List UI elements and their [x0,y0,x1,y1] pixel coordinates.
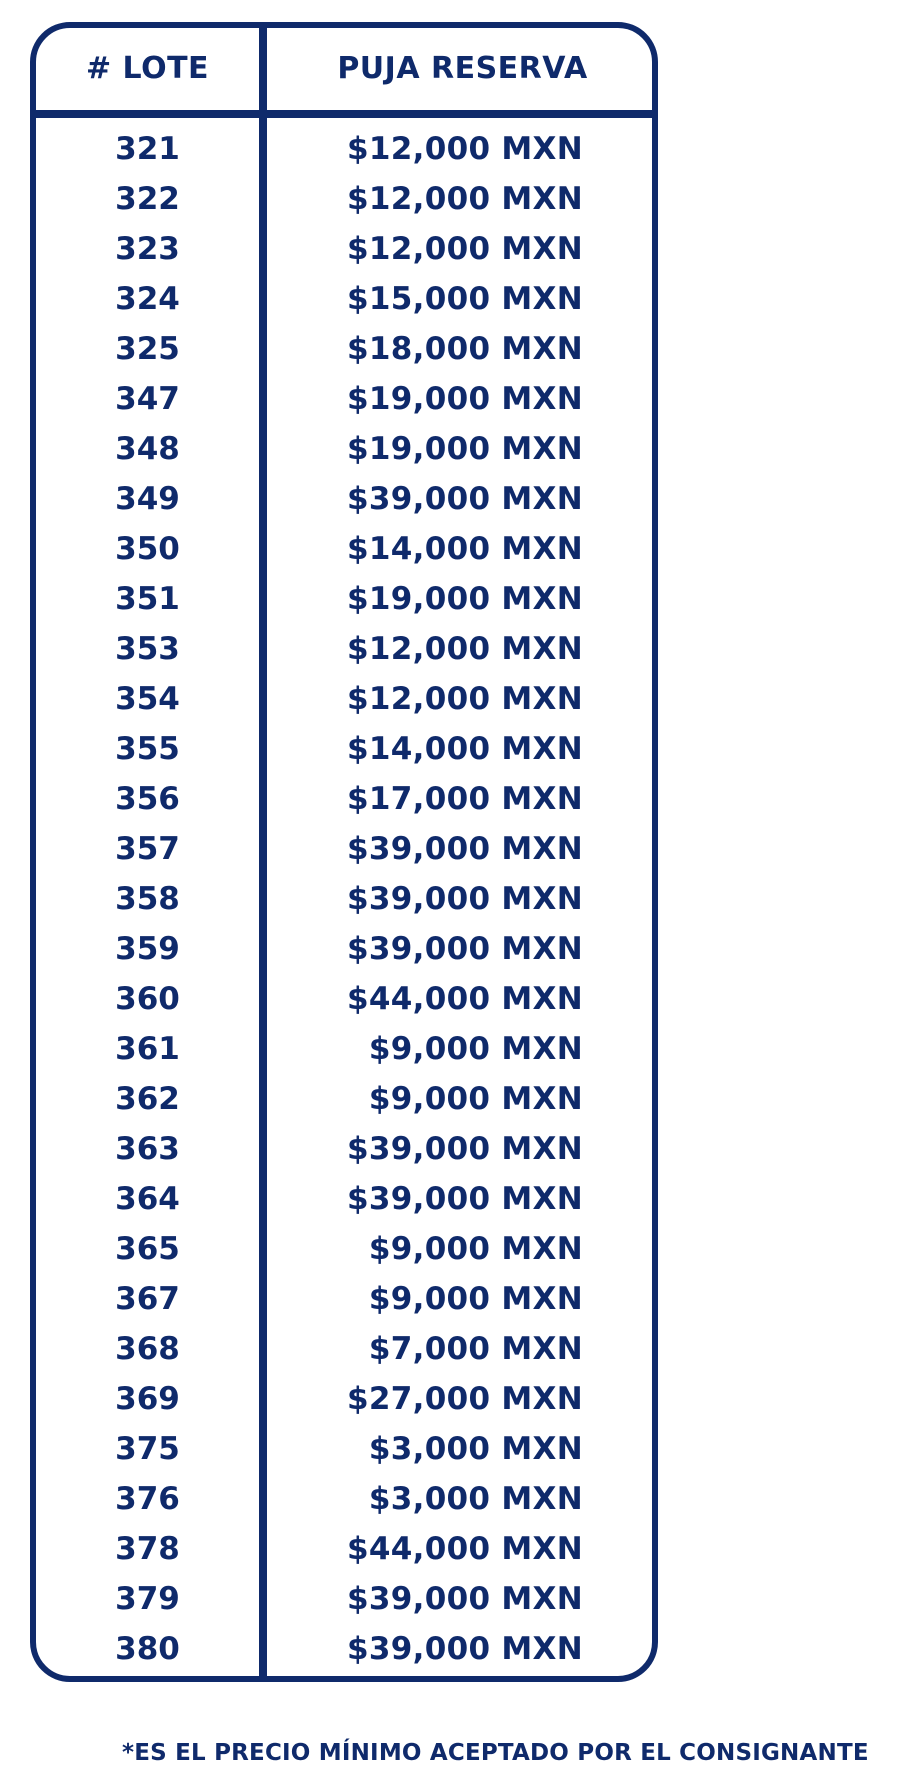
table-row [36,1174,652,1224]
lote-number: 359 [115,931,180,967]
table-row [36,274,652,324]
table-row [36,1274,652,1324]
reserve-price: $3,000 MXN [368,1481,583,1517]
reserve-price: $9,000 MXN [368,1231,583,1267]
reserve-price: $7,000 MXN [368,1331,583,1367]
lote-number: 324 [115,281,180,317]
reserve-price: $15,000 MXN [347,281,583,317]
table-row [36,1374,652,1424]
footnote: *ES EL PRECIO MÍNIMO ACEPTADO POR EL CONSIGNANTE [122,1740,869,1766]
reserve-price: $12,000 MXN [347,631,583,667]
reserve-price: $3,000 MXN [368,1431,583,1467]
lote-number: 347 [115,381,180,417]
table-row [36,1574,652,1624]
reserve-price: $18,000 MXN [347,331,583,367]
table-row [36,974,652,1024]
table-row [36,574,652,624]
reserve-price: $12,000 MXN [347,131,583,167]
table-row [36,124,652,174]
reserve-price: $39,000 MXN [347,931,583,967]
reserve-price: $39,000 MXN [347,881,583,917]
table-row [36,1624,652,1674]
lote-number: 356 [115,781,180,817]
lote-number: 368 [115,1331,180,1367]
lote-number: 348 [115,431,180,467]
table-row [36,224,652,274]
lote-number: 321 [115,131,180,167]
reserve-price: $44,000 MXN [347,1531,583,1567]
table-row [36,924,652,974]
lote-number: 325 [115,331,180,367]
header-puja-reserva: PUJA RESERVA [337,51,588,86]
lote-number: 378 [115,1531,180,1567]
reserve-price: $27,000 MXN [347,1381,583,1417]
reserve-price: $39,000 MXN [347,1631,583,1667]
header-lote: # LOTE [85,51,210,86]
table-row [36,474,652,524]
lote-number: 358 [115,881,180,917]
table-body [36,124,652,1674]
reserve-price: $39,000 MXN [347,1181,583,1217]
table-row [36,424,652,474]
lote-number: 369 [115,1381,180,1417]
reserve-price: $44,000 MXN [347,981,583,1017]
table-row [36,674,652,724]
reserve-price: $14,000 MXN [347,531,583,567]
table-row [36,1124,652,1174]
lote-number: 376 [115,1481,180,1517]
reserve-price: $39,000 MXN [347,481,583,517]
reserve-price: $19,000 MXN [347,381,583,417]
lote-number: 322 [115,181,180,217]
reserve-price: $39,000 MXN [347,1131,583,1167]
lote-number: 364 [115,1181,180,1217]
lote-number: 380 [115,1631,180,1667]
reserve-price: $17,000 MXN [347,781,583,817]
table-row [36,824,652,874]
lote-number: 355 [115,731,180,767]
table-row [36,1524,652,1574]
reserve-price: $14,000 MXN [347,731,583,767]
table-row [36,874,652,924]
lote-number: 323 [115,231,180,267]
reserve-price: $39,000 MXN [347,1581,583,1617]
table-row [36,1474,652,1524]
reserve-price: $19,000 MXN [347,431,583,467]
table-header [36,28,652,118]
reserve-price: $9,000 MXN [368,1281,583,1317]
lote-number: 351 [115,581,180,617]
reserve-price: $12,000 MXN [347,231,583,267]
reserve-price: $19,000 MXN [347,581,583,617]
table-row [36,1324,652,1374]
table-row [36,374,652,424]
lote-number: 375 [115,1431,180,1467]
table-row [36,724,652,774]
table-row [36,1424,652,1474]
lote-number: 350 [115,531,180,567]
reserve-price: $12,000 MXN [347,181,583,217]
reserve-price: $9,000 MXN [368,1031,583,1067]
lote-number: 363 [115,1131,180,1167]
lote-number: 353 [115,631,180,667]
reserve-price: $9,000 MXN [368,1081,583,1117]
lote-number: 365 [115,1231,180,1267]
table-row [36,174,652,224]
lote-number: 362 [115,1081,180,1117]
lote-number: 379 [115,1581,180,1617]
lote-number: 367 [115,1281,180,1317]
table-row [36,774,652,824]
lote-number: 361 [115,1031,180,1067]
lote-number: 360 [115,981,180,1017]
table-row [36,324,652,374]
reserve-price-table [30,22,658,1682]
lote-number: 354 [115,681,180,717]
lote-number: 349 [115,481,180,517]
reserve-price: $12,000 MXN [347,681,583,717]
table-row [36,524,652,574]
lote-number: 357 [115,831,180,867]
table-row [36,1224,652,1274]
table-row [36,624,652,674]
reserve-price: $39,000 MXN [347,831,583,867]
table-row [36,1024,652,1074]
table-row [36,1074,652,1124]
